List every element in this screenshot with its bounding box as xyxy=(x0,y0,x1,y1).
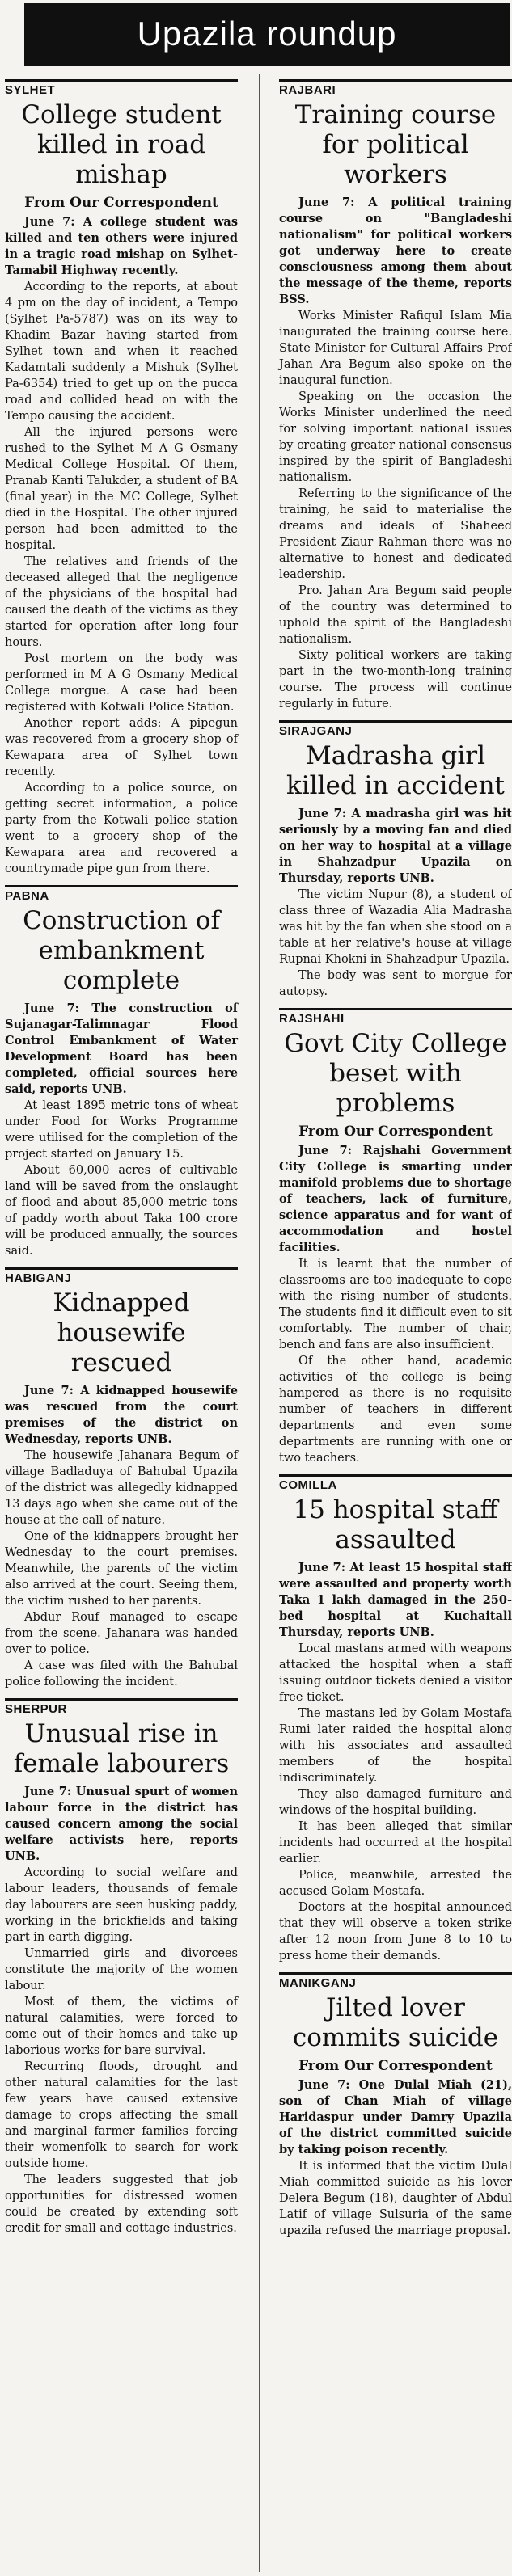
story-paragraph: June 7: A college student was killed and ten others were injured in a tragic road mishap on Sylhet-Tamabil Highway recently. xyxy=(5,215,238,277)
story-paragraph: It is informed that the victim Dulal Miah committed suicide as his lover Delera Begum (18), daughter of Abdul Latif of village Sulsuria of the same upazila refused the marriage proposal. xyxy=(279,2160,512,2237)
story-paragraph: June 7: One Dulal Miah (21), son of Chan Miah of village Haridaspur under Damry Upazila of the district committed suicide by taking poison recently. xyxy=(279,2078,512,2157)
story-paragraph: The leaders suggested that job opportunities for distressed women could be created by extending soft credit for small and cottage industries. xyxy=(5,2173,238,2235)
section-banner xyxy=(24,3,510,66)
story-paragraph: June 7: A madrasha girl was hit seriously by a moving fan and died on her way to hospital at a village in Shahzadpur Upazila on Thursday, reports UNB. xyxy=(279,807,512,885)
news-story xyxy=(279,1972,512,2239)
story-headline: Unusual rise in female labourers xyxy=(13,1719,230,1778)
news-story xyxy=(279,1008,512,1466)
story-location: SIRAJGANJ xyxy=(279,720,512,738)
story-paragraph: One of the kidnappers brought her Wednesday to the court premises. Meanwhile, the parents of the victim also arrived at the court. Seeing them, the victim rushed to her parents. xyxy=(5,1530,238,1608)
news-story xyxy=(279,79,512,712)
story-paragraph: The housewife Jahanara Begum of village Badladuya of Bahubal Upazila of the district was allegedly kidnapped 13 days ago when she came out of the house at the call of nature. xyxy=(5,1449,238,1527)
story-paragraph: All the injured persons were rushed to the Sylhet M A G Osmany Medical College Hospital. Of them, Pranab Kanti Talukder, a student of BA (final year) in the MC College, Sylhet died in the Hospital. The other injured person had been admitted to the hospital. xyxy=(5,426,238,552)
story-paragraph: Abdur Rouf managed to escape from the scene. Jahanara was handed over to police. xyxy=(5,1611,238,1656)
story-paragraph: They also damaged furniture and windows of the hospital building. xyxy=(279,1788,512,1817)
news-story xyxy=(5,79,238,877)
story-byline: From Our Correspondent xyxy=(298,1124,493,1140)
story-location: RAJBARI xyxy=(279,79,512,97)
story-byline: From Our Correspondent xyxy=(298,2058,493,2074)
story-headline: Training course for political workers xyxy=(294,100,497,189)
story-paragraph: The victim Nupur (8), a student of class three of Wazadia Alia Madrasha was hit by the fan when she stood on a table at her relative's house at village Rupnai Khokni in Shahzadpur Upazila. xyxy=(279,888,512,966)
story-paragraph: Doctors at the hospital announced that they will observe a token strike after 12 noon from June 8 to 10 to press home their demands. xyxy=(279,1901,512,1963)
story-body xyxy=(279,195,512,712)
story-paragraph: Another report adds: A pipegun was recovered from a grocery shop of Kewapara area of Sylhet town recently. xyxy=(5,717,238,778)
story-paragraph: The body was sent to morgue for autopsy. xyxy=(279,969,512,998)
story-paragraph: Police, meanwhile, arrested the accused Golam Mostafa. xyxy=(279,1869,512,1898)
story-location: PABNA xyxy=(5,885,238,903)
story-location: RAJSHAHI xyxy=(279,1008,512,1026)
right-column xyxy=(279,79,512,2247)
story-location: HABIGANJ xyxy=(5,1267,238,1285)
news-story xyxy=(5,1267,238,1690)
story-body xyxy=(5,214,238,877)
story-headline: Construction of embankment complete xyxy=(23,906,220,995)
story-body xyxy=(5,1001,238,1259)
story-paragraph: It is learnt that the number of classrooms are too inadequate to cope with the rising number of students. The students find it difficult even to sit comfortably. The number of chair, bench and fans are also insufficient. xyxy=(279,1258,512,1351)
section-title: Upazila roundup xyxy=(137,15,397,53)
story-byline: From Our Correspondent xyxy=(24,195,218,211)
story-headline: Jilted lover commits suicide xyxy=(292,1993,499,2052)
story-paragraph: Works Minister Rafiqul Islam Mia inaugurated the training course here. State Minister for Cultural Affairs Prof Jahan Ara Begum also spoke on the inaugural function. xyxy=(279,310,512,387)
news-story xyxy=(5,1698,238,2237)
story-paragraph: Referring to the significance of the training, he said to materialise the dreams and ideals of Shaheed President Ziaur Rahman there was no alternative to honest and dedicated leadership. xyxy=(279,487,512,581)
story-paragraph: June 7: The construction of Sujanagar-Talimnagar Flood Control Embankment of Water Development Board has been completed, official sources here said, reports UNB. xyxy=(5,1001,238,1096)
story-paragraph: Pro. Jahan Ara Begum said people of the country was determined to uphold the spirit of the Bangladeshi nationalism. xyxy=(279,584,512,646)
story-paragraph: According to social welfare and labour leaders, thousands of female day labourers are seen husking paddy, working in the brickfields and taking part in earth digging. xyxy=(5,1866,238,1944)
story-body xyxy=(5,1383,238,1690)
news-story xyxy=(279,1474,512,1964)
story-headline: College student killed in road mishap xyxy=(21,100,222,189)
story-paragraph: Local mastans armed with weapons attacked the hospital when a staff issuing outdoor tickets denied a visitor free ticket. xyxy=(279,1642,512,1704)
story-body xyxy=(279,806,512,1000)
story-body xyxy=(5,1784,238,2237)
story-body xyxy=(279,2077,512,2239)
story-paragraph: June 7: At least 15 hospital staff were assaulted and property worth Taka 1 lakh damaged in the 250-bed hospital at Kuchaitall Thursday, reports UNB. xyxy=(279,1561,512,1639)
story-paragraph: Of the other hand, academic activities of the college is being hampered as there is no requisite number of teachers in different departments and even some departments are running with one or two teachers. xyxy=(279,1355,512,1465)
story-location: MANIKGANJ xyxy=(279,1972,512,1990)
news-story xyxy=(279,720,512,1000)
story-body xyxy=(279,1560,512,1964)
story-paragraph: Post mortem on the body was performed in M A G Osmany Medical College morgue. A case had been registered with Kotwali Police Station. xyxy=(5,652,238,714)
news-story xyxy=(5,885,238,1259)
story-paragraph: Most of them, the victims of natural calamities, were forced to come out of their homes and take up laborious works for bare survival. xyxy=(5,1996,238,2057)
story-paragraph: A case was filed with the Bahubal police following the incident. xyxy=(5,1659,238,1689)
story-location: COMILLA xyxy=(279,1474,512,1492)
story-paragraph: About 60,000 acres of cultivable land will be saved from the onslaught of flood and about 85,000 metric tons of paddy worth about Taka 100 crore will be produced annually, the sources said. xyxy=(5,1164,238,1258)
story-body xyxy=(279,1143,512,1466)
story-paragraph: Recurring floods, drought and other natural calamities for the last few years have caused extensive damage to crops affecting the small and marginal farmer families forcing their womenfolk to search for work outside home. xyxy=(5,2060,238,2170)
story-paragraph: It has been alleged that similar incidents had occurred at the hospital earlier. xyxy=(279,1820,512,1866)
story-paragraph: The relatives and friends of the deceased alleged that the negligence of the physicians of the hospital had caused the death of the victims as they started for operation after long four hours. xyxy=(5,555,238,649)
story-paragraph: June 7: Unusual spurt of women labour force in the district has caused concern among the social welfare activists here, reports UNB. xyxy=(5,1785,238,1863)
story-headline: Kidnapped housewife rescued xyxy=(53,1288,190,1377)
story-location: SHERPUR xyxy=(5,1698,238,1716)
story-paragraph: June 7: A kidnapped housewife was rescued from the court premises of the district on Wednesday, reports UNB. xyxy=(5,1384,238,1446)
story-paragraph: June 7: A political training course on "Bangladeshi nationalism" for political workers got underway here to create consciousness among them about the message of the theme, reports BSS. xyxy=(279,196,512,306)
story-paragraph: According to the reports, at about 4 pm on the day of incident, a Tempo (Sylhet Pa-5787) was on its way to Khadim Bazar having started from Sylhet town and when it reached Kadamtali suddenly a Mishuk (Sylhet Pa-6354) tried to get up on the pucca road and collided head on with the Tempo causing the accident. xyxy=(5,280,238,423)
story-paragraph: According to a police source, on getting secret information, a police party from the Kotwali police station went to a grocery shop of the Kewapara area and recovered a countrymade pipe gun from there. xyxy=(5,782,238,875)
story-location: SYLHET xyxy=(5,79,238,97)
story-headline: 15 hospital staff assaulted xyxy=(293,1495,498,1554)
story-headline: Govt City College beset with problems xyxy=(284,1029,507,1118)
story-paragraph: Speaking on the occasion the Works Minister underlined the need for solving important national issues by creating greater national consensus inspired by the spirit of Bangladeshi nationalism. xyxy=(279,390,512,484)
left-column xyxy=(5,79,238,2245)
story-paragraph: Unmarried girls and divorcees constitute the majority of the women labour. xyxy=(5,1947,238,1992)
story-paragraph: The mastans led by Golam Mostafa Rumi later raided the hospital along with his associates and assaulted members of the hospital indiscriminately. xyxy=(279,1707,512,1785)
story-headline: Madrasha girl killed in accident xyxy=(286,741,506,800)
column-divider xyxy=(259,74,260,2572)
story-paragraph: Sixty political workers are taking part in the two-month-long training course. The process will continue regularly in future. xyxy=(279,649,512,710)
story-paragraph: At least 1895 metric tons of wheat under Food for Works Programme were utilised for the completion of the project started on January 15. xyxy=(5,1099,238,1161)
story-paragraph: June 7: Rajshahi Government City College is smarting under manifold problems due to shortage of teachers, lack of furniture, science apparatus and for want of accommodation and hostel facilities. xyxy=(279,1144,512,1254)
